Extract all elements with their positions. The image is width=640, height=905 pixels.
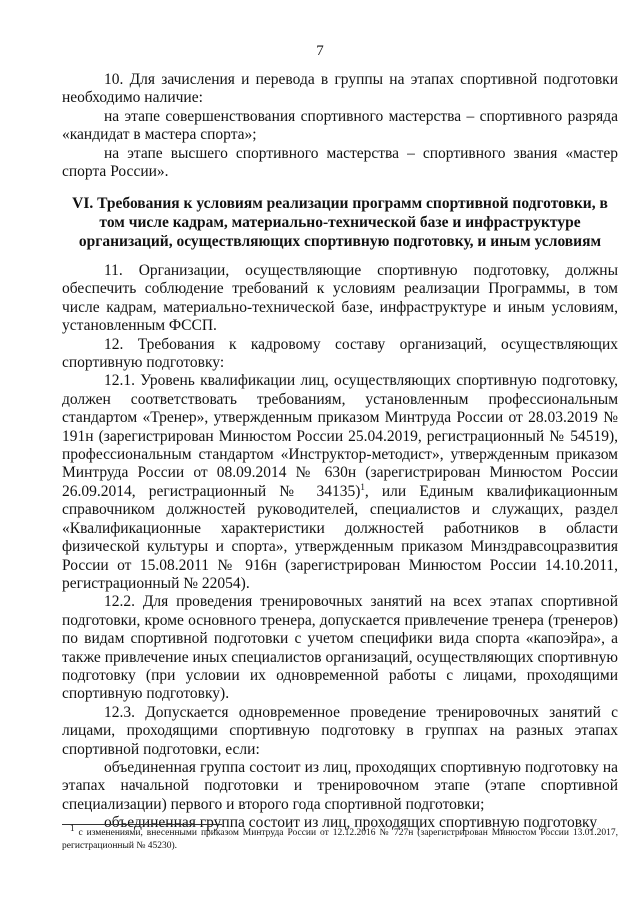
footnote-divider	[62, 824, 222, 825]
paragraph-12-1-text-b: , или Единым квалификационным справочником должностей руководителей, специалистов и служащих, раздел «Квалификационные характеристики должностей работников в области физической культуры и спорта», утвержденным приказом Минздравсоцразвития России от 15.08.2011 № 916н (зарегистрирован Минюстом России 14.10.2011, регистрационный № 22054).	[62, 482, 618, 592]
paragraph-12-3: 12.3. Допускается одновременное проведение тренировочных занятий с лицами, проходящими спортивную подготовку в группах на разных этапах спортивной подготовки, если:	[62, 703, 618, 758]
paragraph-10-item-1: на этапе совершенствования спортивного мастерства – спортивного разряда «кандидат в мастера спорта»;	[62, 107, 618, 144]
page-number: 7	[316, 43, 324, 59]
paragraph-12-1-text-a: 12.1. Уровень квалификации лиц, осуществляющих спортивную подготовку, должен соответствовать требованиям, установленным профессиональным стандартом «Тренер», утвержденным приказом Минтруда России от 28.03.2019 № 191н (зарегистрирован Минюстом России 25.04.2019, регистрационный № 54519), профессиональным стандартом «Инструктор-методист», утвержденным приказом Минтруда России от 08.09.2014 № 630н (зарегистрирован Минюстом России 26.09.2014, регистрационный № 34135)	[62, 372, 618, 500]
paragraph-10: 10. Для зачисления и перевода в группы на этапах спортивной подготовки необходимо наличие:	[62, 71, 618, 107]
paragraph-12-3-item-1: объединенная группа состоит из лиц, проходящих спортивную подготовку на этапах начальной подготовки и тренировочном этапе (этапе спортивной специализации) первого и второго года спортивной подготовки;	[62, 758, 618, 813]
paragraph-11: 11. Организации, осуществляющие спортивную подготовку, должны обеспечить соблюдение требований к условиям реализации Программы, в том числе кадрам, материально-технической базе, инфраструктуре и иным условиям, установленным ФССП.	[62, 262, 618, 335]
intro-block	[62, 71, 618, 181]
paragraph-12-3-item-2: объединенная группа состоит из лиц, проходящих спортивную подготовку	[104, 814, 598, 832]
footnote-text: с изменениями, внесенными приказом Минтруда России от 12.12.2016 № 727н (зарегистрирован Минюстом России 13.01.2017, регистрационный № 45230).	[62, 828, 618, 851]
paragraph-12: 12. Требования к кадровому составу организаций, осуществляющих спортивную подготовку:	[62, 335, 618, 372]
footnote-marker: 1	[70, 822, 75, 833]
paragraph-12-2: 12.2. Для проведения тренировочных занятий на всех этапах спортивной подготовки, кроме основного тренера, допускается привлечение тренера (тренеров) по видам спортивной подготовки с учетом специфики вида спорта «капоэйра», а также привлечение иных специалистов организаций, осуществляющих спортивную подготовку (при условии их одновременной работы с лицами, проходящими спортивную подготовку).	[62, 593, 618, 703]
section-heading: VI. Требования к условиям реализации программ спортивной подготовки, в том числе кадрам, материально-технической базе и инфраструктуре организаций, осуществляющих спортивную подготовку, и иным условиям	[72, 195, 608, 250]
section-body	[62, 262, 618, 833]
paragraph-10-item-2: на этапе высшего спортивного мастерства – спортивного звания «мастер спорта России».	[62, 144, 618, 181]
footnote-reference: 1	[360, 481, 365, 492]
paragraph-12-1	[62, 372, 618, 593]
